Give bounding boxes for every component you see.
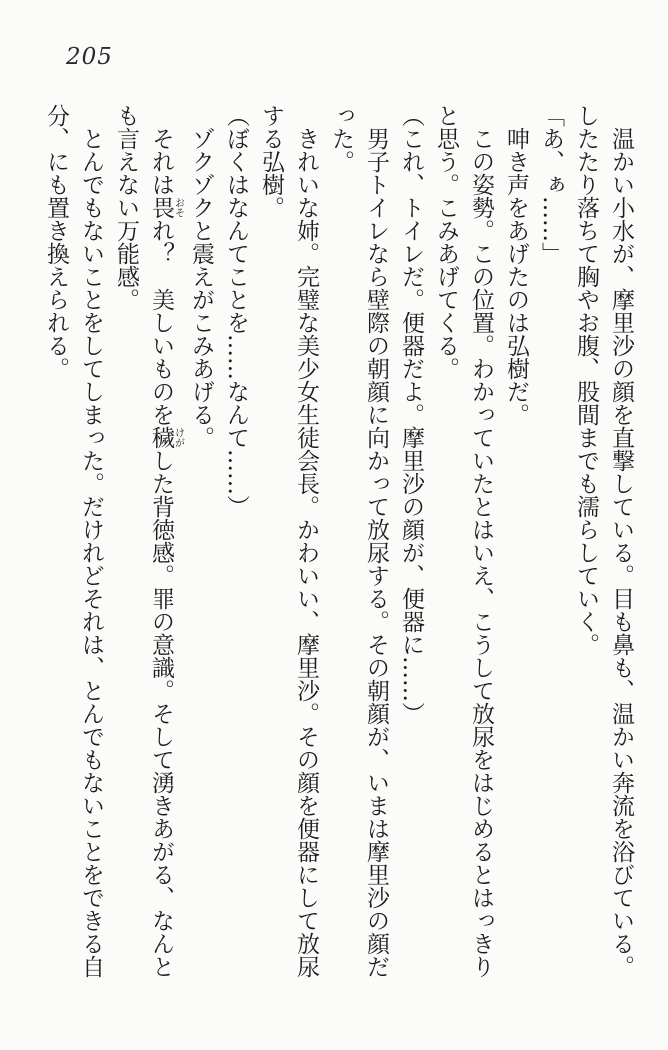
paragraph-5: （これ、トイレだ。便器だよ。摩里沙の顔が、便器に……） — [398, 104, 424, 725]
paragraph-2: 「あ、ぁ……」 — [538, 104, 564, 265]
paragraph-8: （ぼくはなんてことを……なんて……） — [223, 104, 249, 518]
paragraph-9: ゾクゾクと震えがこみあげる。 — [188, 104, 214, 449]
paragraph-7: きれいな姉。完璧な美少女生徒会長。かわいい、摩里沙。その顔を便器にして放尿する弘樹。 — [258, 104, 319, 978]
paragraph-4: この姿勢。この位置。わかっていたとはいえ、こうして放尿をはじめるとはっきりと思う。こみあげてくる。 — [433, 104, 494, 978]
paragraph-3: 呻き声をあげたのは弘樹だ。 — [503, 104, 529, 426]
paragraph-10: それは畏おそれ？ 美しいものを穢けがした背徳感。罪の意識。そして湧きあがる、なんとも言えない万能感。 — [113, 104, 184, 978]
paragraph-6: 男子トイレなら壁際の朝顔に向かって放尿する。その朝顔が、いまは摩里沙の顔だった。 — [328, 104, 389, 978]
page-number: 205 — [66, 44, 113, 70]
paragraph-11: とんでもないことをしてしまった。だけれどそれは、とんでもないことをできる自分、にも置き換えられる。 — [43, 104, 104, 978]
body-text — [38, 104, 638, 980]
paragraph-1: 温かい小水が、摩里沙の顔を直撃している。目も鼻も、温かい奔流を浴びている。したたり落ちて胸やお腹、股間までも濡らしていく。 — [573, 104, 634, 978]
